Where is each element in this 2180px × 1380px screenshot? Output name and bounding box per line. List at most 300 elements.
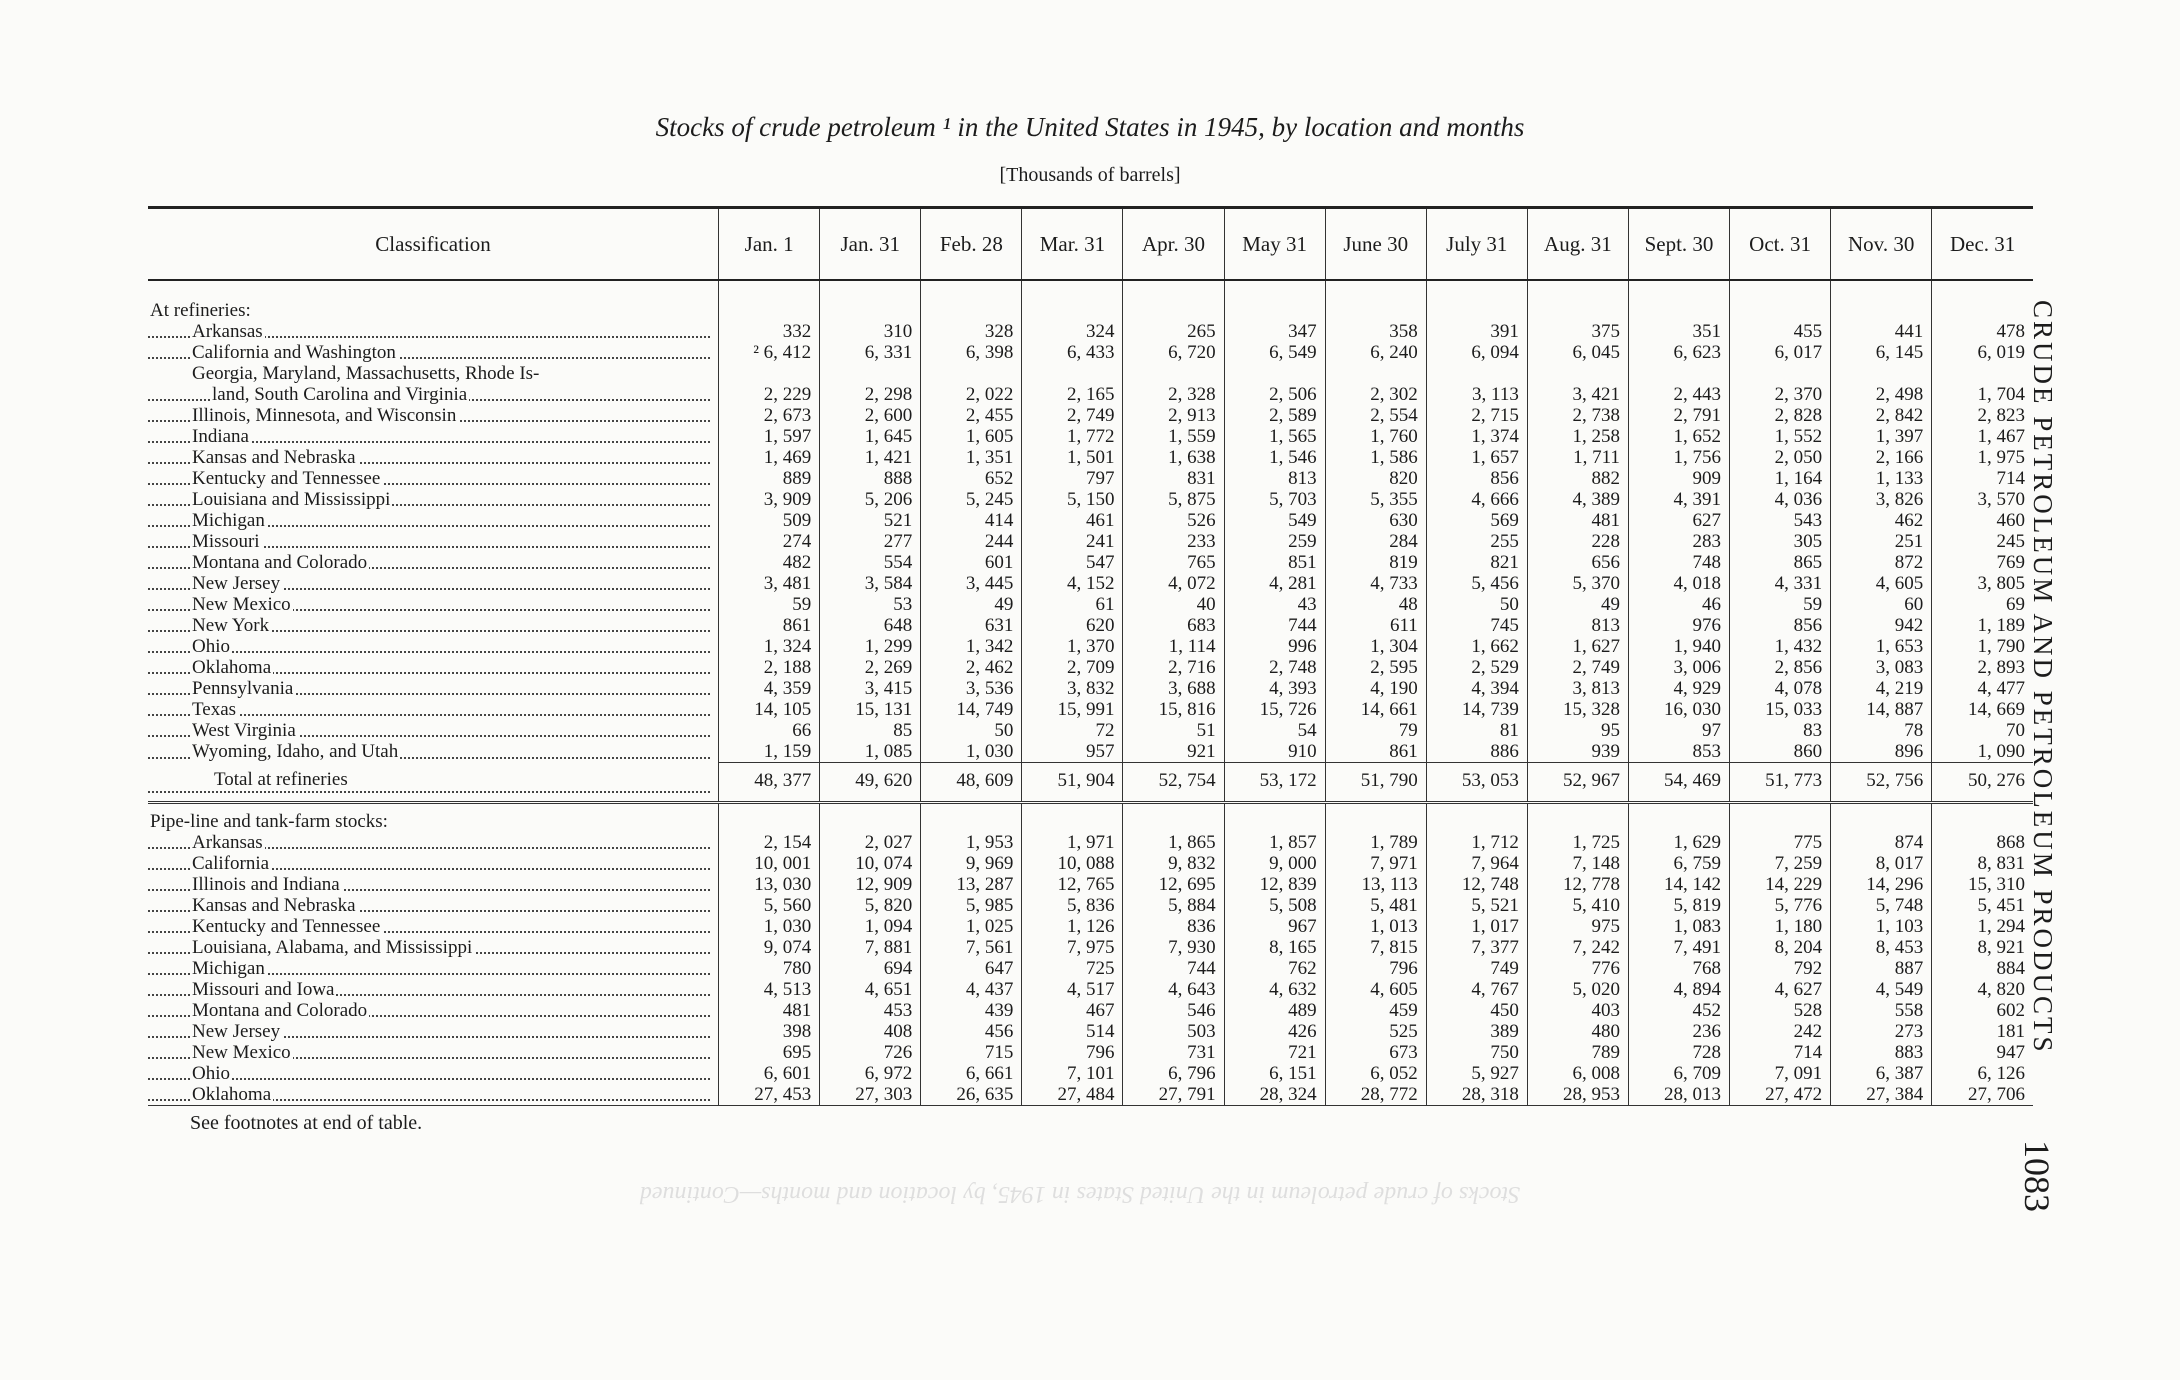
cell-value: 888 — [820, 468, 921, 489]
row-label: Montana and Colorado — [148, 552, 719, 573]
table-row — [148, 489, 2033, 510]
row-label: Ohio — [148, 636, 719, 657]
cell-value: 2, 749 — [1022, 405, 1123, 426]
row-label: West Virginia — [148, 720, 719, 741]
cell-value: 896 — [1831, 741, 1932, 763]
cell-value: 1, 638 — [1123, 447, 1224, 468]
cell-value: 439 — [921, 1000, 1022, 1021]
footnote: See footnotes at end of table. — [190, 1112, 423, 1134]
cell-value: 1, 094 — [820, 916, 921, 937]
cell-value: 4, 733 — [1325, 573, 1426, 594]
cell-value: 647 — [921, 958, 1022, 979]
cell-value: 1, 552 — [1730, 426, 1831, 447]
cell-value: 856 — [1426, 468, 1527, 489]
cell-value: 4, 517 — [1022, 979, 1123, 1000]
cell-value: 26, 635 — [921, 1084, 1022, 1106]
cell-value: 2, 828 — [1730, 405, 1831, 426]
cell-value: 789 — [1527, 1042, 1628, 1063]
cell-value: 481 — [719, 1000, 820, 1021]
row-label: Oklahoma — [148, 1084, 719, 1106]
cell-value: 1, 605 — [921, 426, 1022, 447]
cell-value: 521 — [820, 510, 921, 531]
cell-value: 51, 773 — [1730, 763, 1831, 798]
cell-value: 13, 113 — [1325, 874, 1426, 895]
cell-value: 6, 661 — [921, 1063, 1022, 1084]
cell-value: 2, 370 — [1730, 384, 1831, 405]
cell-value: 2, 749 — [1527, 657, 1628, 678]
page-number: 1083 — [2017, 1140, 2057, 1212]
cell-value: 6, 398 — [921, 342, 1022, 363]
table-row — [148, 895, 2033, 916]
table-row — [148, 832, 2033, 853]
cell-value: 5, 703 — [1224, 489, 1325, 510]
cell-value: 851 — [1224, 552, 1325, 573]
cell-value: 1, 627 — [1527, 636, 1628, 657]
cell-value: 5, 410 — [1527, 895, 1628, 916]
cell-value: 4, 820 — [1932, 979, 2033, 1000]
cell-value: 28, 318 — [1426, 1084, 1527, 1106]
cell-value: 1, 657 — [1426, 447, 1527, 468]
table-row — [148, 1063, 2033, 1084]
cell-value: 2, 050 — [1730, 447, 1831, 468]
cell-value: 50 — [1426, 594, 1527, 615]
cell-value: 2, 328 — [1123, 384, 1224, 405]
cell-value: 762 — [1224, 958, 1325, 979]
row-label: Illinois and Indiana — [148, 874, 719, 895]
cell-value: 14, 887 — [1831, 699, 1932, 720]
cell-value: 455 — [1730, 321, 1831, 342]
cell-value: 53, 172 — [1224, 763, 1325, 798]
cell-value: 305 — [1730, 531, 1831, 552]
cell-value: 2, 443 — [1628, 384, 1729, 405]
cell-value: 884 — [1932, 958, 2033, 979]
cell-value: 6, 623 — [1628, 342, 1729, 363]
cell-value: 408 — [820, 1021, 921, 1042]
cell-value: 40 — [1123, 594, 1224, 615]
cell-value: 1, 704 — [1932, 384, 2033, 405]
cell-value: 12, 839 — [1224, 874, 1325, 895]
cell-value: 5, 819 — [1628, 895, 1729, 916]
row-label: New Mexico — [148, 594, 719, 615]
cell-value: 3, 415 — [820, 678, 921, 699]
row-label: Missouri and Iowa — [148, 979, 719, 1000]
cell-value: 1, 421 — [820, 447, 921, 468]
cell-value: 95 — [1527, 720, 1628, 741]
column-header-month: Nov. 30 — [1831, 208, 1932, 281]
cell-value: 6, 433 — [1022, 342, 1123, 363]
cell-value: 7, 491 — [1628, 937, 1729, 958]
cell-value: 1, 756 — [1628, 447, 1729, 468]
row-label: Montana and Colorado — [148, 1000, 719, 1021]
cell-value: 81 — [1426, 720, 1527, 741]
cell-value: 2, 715 — [1426, 405, 1527, 426]
cell-value: 765 — [1123, 552, 1224, 573]
cell-value: 4, 219 — [1831, 678, 1932, 699]
cell-value: 976 — [1628, 615, 1729, 636]
table-row — [148, 426, 2033, 447]
cell-value: 874 — [1831, 832, 1932, 853]
cell-value: 7, 091 — [1730, 1063, 1831, 1084]
cell-value: 6, 017 — [1730, 342, 1831, 363]
cell-value: 452 — [1628, 1000, 1729, 1021]
cell-value: 53 — [820, 594, 921, 615]
cell-value — [1426, 363, 1527, 384]
cell-value: 2, 748 — [1224, 657, 1325, 678]
cell-value: 554 — [820, 552, 921, 573]
cell-value: 3, 536 — [921, 678, 1022, 699]
cell-value: 4, 643 — [1123, 979, 1224, 1000]
cell-value: 5, 836 — [1022, 895, 1123, 916]
running-head: CRUDE PETROLEUM AND PETROLEUM PRODUCTS — [2028, 300, 2058, 1055]
cell-value: 1, 103 — [1831, 916, 1932, 937]
table-subtitle: [Thousands of barrels] — [999, 164, 1181, 186]
cell-value: 83 — [1730, 720, 1831, 741]
column-header-month: Oct. 31 — [1730, 208, 1831, 281]
row-label: land, South Carolina and Virginia — [148, 384, 719, 405]
cell-value: 28, 772 — [1325, 1084, 1426, 1106]
cell-value: 28, 953 — [1527, 1084, 1628, 1106]
cell-value — [1123, 363, 1224, 384]
cell-value: 2, 738 — [1527, 405, 1628, 426]
cell-value: 28, 324 — [1224, 1084, 1325, 1106]
cell-value: 72 — [1022, 720, 1123, 741]
cell-value: 1, 374 — [1426, 426, 1527, 447]
table-row — [148, 979, 2033, 1000]
stocks-table — [148, 206, 2033, 1106]
cell-value: 2, 595 — [1325, 657, 1426, 678]
cell-value: 462 — [1831, 510, 1932, 531]
column-header-month: June 30 — [1325, 208, 1426, 281]
cell-value: 821 — [1426, 552, 1527, 573]
cell-value: 10, 088 — [1022, 853, 1123, 874]
cell-value: 543 — [1730, 510, 1831, 531]
cell-value: 4, 767 — [1426, 979, 1527, 1000]
cell-value: 630 — [1325, 510, 1426, 531]
cell-value: 967 — [1224, 916, 1325, 937]
cell-value: 7, 377 — [1426, 937, 1527, 958]
cell-value: 2, 716 — [1123, 657, 1224, 678]
cell-value: 5, 875 — [1123, 489, 1224, 510]
cell-value: 259 — [1224, 531, 1325, 552]
row-label: New Jersey — [148, 1021, 719, 1042]
cell-value: 351 — [1628, 321, 1729, 342]
cell-value: 3, 805 — [1932, 573, 2033, 594]
cell-value: 14, 739 — [1426, 699, 1527, 720]
cell-value: 652 — [921, 468, 1022, 489]
cell-value: 4, 437 — [921, 979, 1022, 1000]
cell-value: 482 — [719, 552, 820, 573]
cell-value: 13, 287 — [921, 874, 1022, 895]
cell-value: 957 — [1022, 741, 1123, 763]
cell-value: 1, 090 — [1932, 741, 2033, 763]
cell-value: 283 — [1628, 531, 1729, 552]
cell-value: 627 — [1628, 510, 1729, 531]
table-row — [148, 405, 2033, 426]
cell-value: 2, 913 — [1123, 405, 1224, 426]
cell-value: 1, 189 — [1932, 615, 2033, 636]
column-header-month: Apr. 30 — [1123, 208, 1224, 281]
row-label: Kentucky and Tennessee — [148, 916, 719, 937]
cell-value: 620 — [1022, 615, 1123, 636]
cell-value: 2, 791 — [1628, 405, 1729, 426]
cell-value: 4, 072 — [1123, 573, 1224, 594]
cell-value: 15, 991 — [1022, 699, 1123, 720]
cell-value: 51, 790 — [1325, 763, 1426, 798]
cell-value: 5, 820 — [820, 895, 921, 916]
table-row — [148, 874, 2033, 895]
cell-value: 4, 359 — [719, 678, 820, 699]
cell-value — [1224, 363, 1325, 384]
cell-value: 631 — [921, 615, 1022, 636]
cell-value: 728 — [1628, 1042, 1729, 1063]
cell-value: 456 — [921, 1021, 1022, 1042]
cell-value: 2, 188 — [719, 657, 820, 678]
cell-value: 796 — [1325, 958, 1426, 979]
cell-value: 3, 813 — [1527, 678, 1628, 699]
cell-value: 2, 498 — [1831, 384, 1932, 405]
cell-value: 1, 114 — [1123, 636, 1224, 657]
table-row — [148, 531, 2033, 552]
cell-value: 12, 778 — [1527, 874, 1628, 895]
cell-value: 14, 142 — [1628, 874, 1729, 895]
cell-value: 2, 455 — [921, 405, 1022, 426]
cell-value: 60 — [1831, 594, 1932, 615]
cell-value: 459 — [1325, 1000, 1426, 1021]
cell-value: 15, 033 — [1730, 699, 1831, 720]
row-label: Michigan — [148, 958, 719, 979]
cell-value: 27, 453 — [719, 1084, 820, 1106]
cell-value: 4, 605 — [1831, 573, 1932, 594]
cell-value: 2, 022 — [921, 384, 1022, 405]
cell-value: 1, 324 — [719, 636, 820, 657]
column-header-month: May 31 — [1224, 208, 1325, 281]
cell-value — [1527, 363, 1628, 384]
cell-value: 549 — [1224, 510, 1325, 531]
cell-value: 245 — [1932, 531, 2033, 552]
cell-value: 450 — [1426, 1000, 1527, 1021]
cell-value: 51 — [1123, 720, 1224, 741]
cell-value: 921 — [1123, 741, 1224, 763]
column-header-month: Aug. 31 — [1527, 208, 1628, 281]
cell-value: 8, 453 — [1831, 937, 1932, 958]
cell-value: 277 — [820, 531, 921, 552]
cell-value: 1, 559 — [1123, 426, 1224, 447]
cell-value: 2, 842 — [1831, 405, 1932, 426]
cell-value: 2, 462 — [921, 657, 1022, 678]
cell-value: 5, 206 — [820, 489, 921, 510]
cell-value: 3, 570 — [1932, 489, 2033, 510]
cell-value: 1, 397 — [1831, 426, 1932, 447]
table-row — [148, 916, 2033, 937]
section-heading-row — [148, 803, 2033, 833]
cell-value: 797 — [1022, 468, 1123, 489]
cell-value: 7, 971 — [1325, 853, 1426, 874]
cell-value: 6, 151 — [1224, 1063, 1325, 1084]
cell-value: 14, 749 — [921, 699, 1022, 720]
cell-value: 526 — [1123, 510, 1224, 531]
cell-value: 5, 355 — [1325, 489, 1426, 510]
cell-value: 6, 759 — [1628, 853, 1729, 874]
cell-value: 28, 013 — [1628, 1084, 1729, 1106]
cell-value: 78 — [1831, 720, 1932, 741]
cell-value: 744 — [1224, 615, 1325, 636]
cell-value — [1325, 363, 1426, 384]
cell-value: 3, 584 — [820, 573, 921, 594]
cell-value: 5, 508 — [1224, 895, 1325, 916]
cell-value: 1, 258 — [1527, 426, 1628, 447]
cell-value: 481 — [1527, 510, 1628, 531]
cell-value: 7, 964 — [1426, 853, 1527, 874]
cell-value: 813 — [1527, 615, 1628, 636]
cell-value: 975 — [1527, 916, 1628, 937]
cell-value: 1, 597 — [719, 426, 820, 447]
cell-value: 5, 245 — [921, 489, 1022, 510]
row-label: California and Washington — [148, 342, 719, 363]
cell-value: 52, 754 — [1123, 763, 1224, 798]
cell-value: 1, 164 — [1730, 468, 1831, 489]
table-row — [148, 321, 2033, 342]
column-header-month: Feb. 28 — [921, 208, 1022, 281]
cell-value: 6, 331 — [820, 342, 921, 363]
cell-value: 749 — [1426, 958, 1527, 979]
table-row — [148, 573, 2033, 594]
cell-value: 776 — [1527, 958, 1628, 979]
cell-value: 1, 180 — [1730, 916, 1831, 937]
cell-value: 49 — [921, 594, 1022, 615]
cell-value: 7, 259 — [1730, 853, 1831, 874]
cell-value: 853 — [1628, 741, 1729, 763]
cell-value: 883 — [1831, 1042, 1932, 1063]
cell-value: 251 — [1831, 531, 1932, 552]
row-label: Louisiana, Alabama, and Mississippi — [148, 937, 719, 958]
cell-value: 1, 645 — [820, 426, 921, 447]
cell-value: 6, 240 — [1325, 342, 1426, 363]
cell-value: 7, 930 — [1123, 937, 1224, 958]
table-row — [148, 699, 2033, 720]
table-row — [148, 678, 2033, 699]
cell-value: 4, 549 — [1831, 979, 1932, 1000]
cell-value: 50, 276 — [1932, 763, 2033, 798]
cell-value: 347 — [1224, 321, 1325, 342]
cell-value: 780 — [719, 958, 820, 979]
cell-value: 2, 298 — [820, 384, 921, 405]
cell-value: 4, 281 — [1224, 573, 1325, 594]
cell-value — [1628, 363, 1729, 384]
cell-value: 5, 370 — [1527, 573, 1628, 594]
total-row — [148, 763, 2033, 798]
cell-value: 6, 387 — [1831, 1063, 1932, 1084]
cell-value: 27, 472 — [1730, 1084, 1831, 1106]
cell-value: 27, 484 — [1022, 1084, 1123, 1106]
cell-value: 831 — [1123, 468, 1224, 489]
cell-value: 2, 506 — [1224, 384, 1325, 405]
cell-value: 5, 748 — [1831, 895, 1932, 916]
cell-value: 8, 831 — [1932, 853, 2033, 874]
cell-value: 1, 304 — [1325, 636, 1426, 657]
cell-value: 860 — [1730, 741, 1831, 763]
cell-value: 27, 791 — [1123, 1084, 1224, 1106]
cell-value: 49 — [1527, 594, 1628, 615]
cell-value: 602 — [1932, 1000, 2033, 1021]
cell-value: 244 — [921, 531, 1022, 552]
cell-value: 5, 560 — [719, 895, 820, 916]
cell-value: 3, 688 — [1123, 678, 1224, 699]
cell-value: 5, 776 — [1730, 895, 1831, 916]
cell-value: 3, 832 — [1022, 678, 1123, 699]
row-label: Louisiana and Mississippi — [148, 489, 719, 510]
cell-value: 514 — [1022, 1021, 1123, 1042]
cell-value — [921, 363, 1022, 384]
cell-value: 2, 027 — [820, 832, 921, 853]
cell-value: 6, 972 — [820, 1063, 921, 1084]
cell-value: 1, 159 — [719, 741, 820, 763]
cell-value: 3, 421 — [1527, 384, 1628, 405]
cell-value: 1, 586 — [1325, 447, 1426, 468]
cell-value: 14, 669 — [1932, 699, 2033, 720]
table-row — [148, 853, 2033, 874]
cell-value: 6, 145 — [1831, 342, 1932, 363]
table-row — [148, 657, 2033, 678]
table-row — [148, 636, 2033, 657]
cell-value: 528 — [1730, 1000, 1831, 1021]
cell-value: 1, 790 — [1932, 636, 2033, 657]
cell-value: 274 — [719, 531, 820, 552]
cell-value: 8, 921 — [1932, 937, 2033, 958]
cell-value: 3, 113 — [1426, 384, 1527, 405]
cell-value: 1, 133 — [1831, 468, 1932, 489]
cell-value: 5, 020 — [1527, 979, 1628, 1000]
cell-value: 1, 629 — [1628, 832, 1729, 853]
cell-value: 4, 477 — [1932, 678, 2033, 699]
row-label: Michigan — [148, 510, 719, 531]
cell-value: 7, 561 — [921, 937, 1022, 958]
cell-value: 5, 884 — [1123, 895, 1224, 916]
cell-value: 15, 310 — [1932, 874, 2033, 895]
cell-value: 1, 865 — [1123, 832, 1224, 853]
cell-value: 9, 000 — [1224, 853, 1325, 874]
cell-value: 2, 529 — [1426, 657, 1527, 678]
table-row — [148, 741, 2033, 763]
cell-value: 4, 394 — [1426, 678, 1527, 699]
bleed-through-text: Stocks of crude petroleum in the United States in 1945, by location and months—Continued — [639, 1181, 1521, 1207]
cell-value: 403 — [1527, 1000, 1628, 1021]
cell-value: 14, 105 — [719, 699, 820, 720]
cell-value: 865 — [1730, 552, 1831, 573]
column-header-month: Jan. 31 — [820, 208, 921, 281]
cell-value: 66 — [719, 720, 820, 741]
cell-value: 52, 756 — [1831, 763, 1932, 798]
cell-value — [1831, 363, 1932, 384]
cell-value: 4, 389 — [1527, 489, 1628, 510]
table-row — [148, 1042, 2033, 1063]
cell-value: 9, 074 — [719, 937, 820, 958]
cell-value: 48 — [1325, 594, 1426, 615]
cell-value: 2, 856 — [1730, 657, 1831, 678]
cell-value: 882 — [1527, 468, 1628, 489]
cell-value: ² 6, 412 — [719, 342, 820, 363]
cell-value: 8, 165 — [1224, 937, 1325, 958]
cell-value: 70 — [1932, 720, 2033, 741]
cell-value: 942 — [1831, 615, 1932, 636]
cell-value: 5, 451 — [1932, 895, 2033, 916]
cell-value: 775 — [1730, 832, 1831, 853]
spacer-row — [148, 280, 2033, 293]
cell-value: 79 — [1325, 720, 1426, 741]
cell-value: 9, 969 — [921, 853, 1022, 874]
cell-value: 6, 601 — [719, 1063, 820, 1084]
cell-value: 453 — [820, 1000, 921, 1021]
cell-value: 12, 765 — [1022, 874, 1123, 895]
